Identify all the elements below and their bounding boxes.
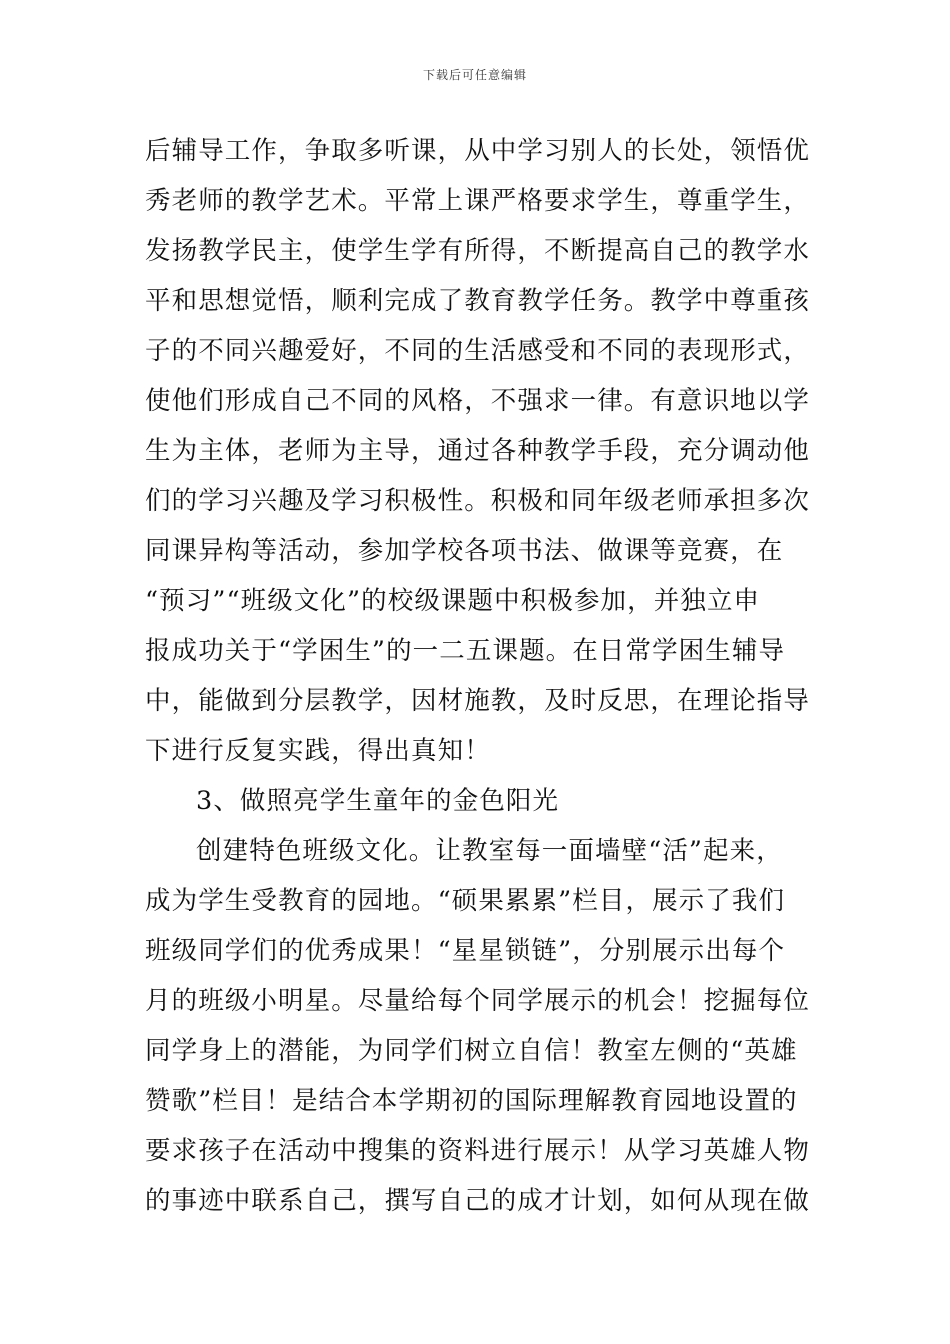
text-line: “预习”“班级文化”的校级课题中积极参加，并独立申 — [145, 586, 761, 616]
text-line: 子的不同兴趣爱好，不同的生活感受和不同的表现形式， — [145, 336, 811, 366]
text-line: 发扬教学民主，使学生学有所得，不断提高自己的教学水 — [145, 236, 811, 266]
text-line: 要求孩子在活动中搜集的资料进行展示！从学习英雄人物 — [145, 1136, 811, 1166]
text-line: 赞歌”栏目！是结合本学期初的国际理解教育园地设置的 — [145, 1086, 798, 1116]
text-line: 月的班级小明星。尽量给每个同学展示的机会！挖掘每位 — [145, 986, 811, 1016]
text-line: 中，能做到分层教学，因材施教，及时反思，在理论指导 — [145, 686, 811, 716]
text-line: 秀老师的教学艺术。平常上课严格要求学生，尊重学生， — [145, 186, 811, 216]
text-line: 同学身上的潜能，为同学们树立自信！教室左侧的“英雄 — [145, 1036, 798, 1066]
text-line: 后辅导工作，争取多听课，从中学习别人的长处，领悟优 — [145, 136, 811, 166]
text-line: 的事迹中联系自己，撰写自己的成才计划，如何从现在做 — [145, 1186, 811, 1216]
text-line: 下进行反复实践，得出真知！ — [145, 736, 491, 766]
text-line: 平和思想觉悟，顺利完成了教育教学任务。教学中尊重孩 — [145, 286, 811, 316]
text-line: 使他们形成自己不同的风格，不强求一律。有意识地以学 — [145, 386, 811, 416]
text-line: 同课异构等活动，参加学校各项书法、做课等竞赛，在 — [145, 536, 784, 566]
page-header: 下载后可任意编辑 — [422, 68, 527, 82]
text-line: 报成功关于“学困生”的一二五课题。在日常学困生辅导 — [145, 636, 786, 666]
text-line: 班级同学们的优秀成果！“星星锁链”，分别展示出每个 — [145, 936, 786, 966]
text-line: 们的学习兴趣及学习积极性。积极和同年级老师承担多次 — [145, 486, 811, 516]
text-line: 生为主体，老师为主导，通过各种教学手段，充分调动他 — [145, 436, 811, 466]
text-line: 成为学生受教育的园地。“硕果累累”栏目，展示了我们 — [145, 886, 786, 916]
section-heading: 3、做照亮学生童年的金色阳光 — [196, 786, 560, 816]
text-line: 创建特色班级文化。让教室每一面墙壁“活”起来， — [196, 836, 783, 866]
